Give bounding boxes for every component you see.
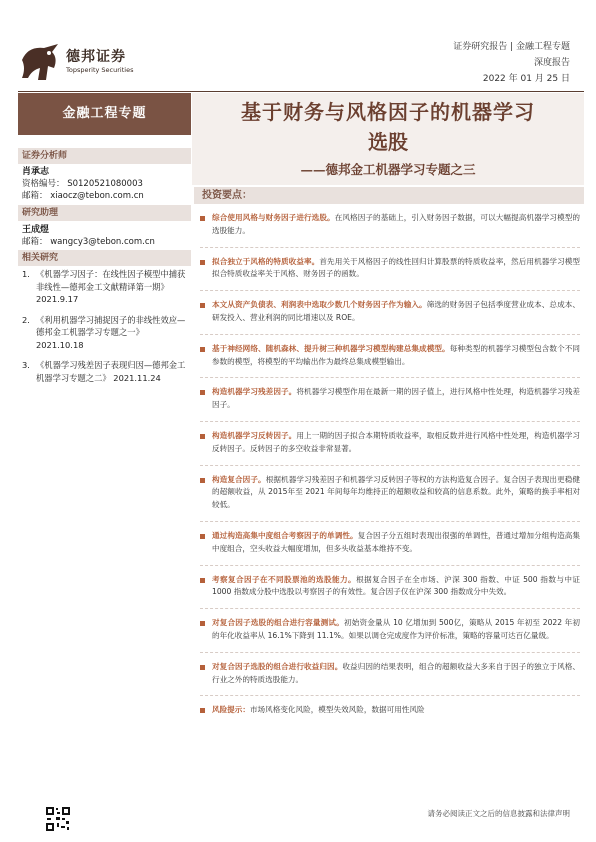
section-heading: 投资要点： <box>194 187 584 204</box>
bull-logo-icon <box>18 40 62 84</box>
assistant-email: 邮箱： wangcy3@tebon.com.cn <box>22 237 155 247</box>
bullet-icon <box>200 260 205 265</box>
related-num: 3. <box>22 360 30 370</box>
bullet-icon <box>200 303 205 308</box>
related-heading: 相关研究 <box>18 250 191 266</box>
related-num: 2. <box>22 314 30 325</box>
bullet-icon <box>200 665 205 670</box>
related-text: 《利用机器学习捕捉因子的非线性效应—德邦金工机器学习专题之一》 2021.10.18 <box>36 314 186 350</box>
key-point: 拟合独立于风格的特质收益率。首先用关于风格因子的线性回归计算股票的特质收益率，然后用机器学习模型拟合特质收益率关于风格、财务因子的函数。 <box>200 256 580 292</box>
related-text: 《机器学习残差因子表现归因—德邦金工机器学习专题之二》 2021.11.24 <box>36 360 186 383</box>
related-num: 1. <box>22 269 30 279</box>
key-point: 构造机器学习残差因子。将机器学习模型作用在最新一期的因子值上，进行风格中性处理，构造机器学习残差因子。 <box>200 386 580 422</box>
key-point: 考察复合因子在不同股票池的选股能力。根据复合因子在全市场、沪深 300 指数、中证 500 指数与中证 1000 指数成分股中选股以考察因子的有效性。复合因子仅在沪深 300 指数成分中失效。 <box>200 574 580 610</box>
bullet-icon <box>200 578 205 583</box>
bullet-icon <box>200 216 205 221</box>
related-item[interactable] <box>22 359 188 384</box>
key-point: 通过构造高集中度组合考察因子的单调性。复合因子分五组时表现出很强的单调性，普通过增加分组构造高集中度组合，空头收益大幅度增加，但多头收益基本维持不变。 <box>200 530 580 566</box>
page-subtitle: ——德邦金工机器学习专题之三 <box>300 162 476 177</box>
analyst-name: 肖承志 <box>22 167 50 177</box>
key-point: 构造机器学习反转因子。用上一期的因子拟合本期特质收益率，取相反数并进行风格中性处理，构造机器学习反转因子。反转因子的多空收益非常显著。 <box>200 430 580 466</box>
page-title-line2: 选股 <box>368 130 408 154</box>
key-points <box>200 212 580 734</box>
disclaimer-note: 请务必阅读正文之后的信息披露和法律声明 <box>427 809 570 818</box>
key-point: 基于神经网络、随机森林、提升树三种机器学习模型构建总集成模型。每种类型的机器学习模型包含数个不同参数的模型，将模型的平均输出作为最终总集成模型输出。 <box>200 343 580 379</box>
page-title: 基于财务与风格因子的机器学习 <box>241 100 535 124</box>
related-list <box>22 268 188 392</box>
related-text: 《机器学习因子：在线性因子模型中捕获非线性—德邦金工文献精译第一期》 2021.9.17 <box>36 269 186 304</box>
key-point: 本文从资产负债表、利润表中选取少数几个财务因子作为输入。筛选的财务因子包括季度营业成本、总成本、研发投入、营业利润的同比增速以及 ROE。 <box>200 299 580 335</box>
bullet-icon <box>200 534 205 539</box>
bullet-icon <box>200 708 205 713</box>
assistant-heading: 研究助理 <box>18 205 191 221</box>
qr-code-icon <box>45 806 71 832</box>
key-point: 综合使用风格与财务因子进行选股。在风格因子的基础上，引入财务因子数据，可以大幅提高机器学习模型的选股能力。 <box>200 212 580 248</box>
assistant-name: 王成煜 <box>22 225 50 235</box>
related-item[interactable] <box>22 268 188 306</box>
brand-name-en: Topsperity Securities <box>66 66 134 74</box>
header-divider <box>18 91 584 92</box>
brand-name: 德邦证券 <box>66 49 126 65</box>
key-point: 对复合因子选股的组合进行容量测试。初始资金量从 10 亿增加到 500亿，策略从 2015 年初至 2022 年初的年化收益率从 16.1%下降到 11.1%。如果以调仓完成度作为评价标准，策略的容量可达百亿量级。 <box>200 617 580 653</box>
key-point: 对复合因子选股的组合进行收益归因。收益归因的结果表明，组合的超额收益大多来自于因子的独立于风格、行业之外的特质选股能力。 <box>200 661 580 697</box>
analyst-cert: 资格编号： S0120521080003 <box>22 179 143 189</box>
bullet-icon <box>200 478 205 483</box>
bullet-icon <box>200 621 205 626</box>
report-kind: 深度报告 <box>533 58 570 68</box>
brand-logo <box>18 40 168 86</box>
analyst-heading: 证券分析师 <box>18 148 191 164</box>
analyst-email: 邮箱： xiaocz@tebon.com.cn <box>22 191 144 201</box>
bullet-icon <box>200 434 205 439</box>
bullet-icon <box>200 390 205 395</box>
report-meta <box>453 39 570 87</box>
risk-warning: 风险提示：市场风格变化风险，模型失效风险，数据可用性风险 <box>200 704 580 726</box>
bullet-icon <box>200 347 205 352</box>
report-type: 证券研究报告 | 金融工程专题 <box>453 42 570 52</box>
related-item[interactable] <box>22 314 188 352</box>
report-date: 2022 年 01 月 25 日 <box>482 74 570 84</box>
key-point: 构造复合因子。根据机器学习残差因子和机器学习反转因子等权的方法构造复合因子。复合因子表现出更稳健的超额收益，从 2015年至 2021 年间每年均维持正的超额收益和较高的信息系数。此外，策略的换手率相对较低。 <box>200 474 580 522</box>
column-banner: 金融工程专题 <box>18 93 191 135</box>
